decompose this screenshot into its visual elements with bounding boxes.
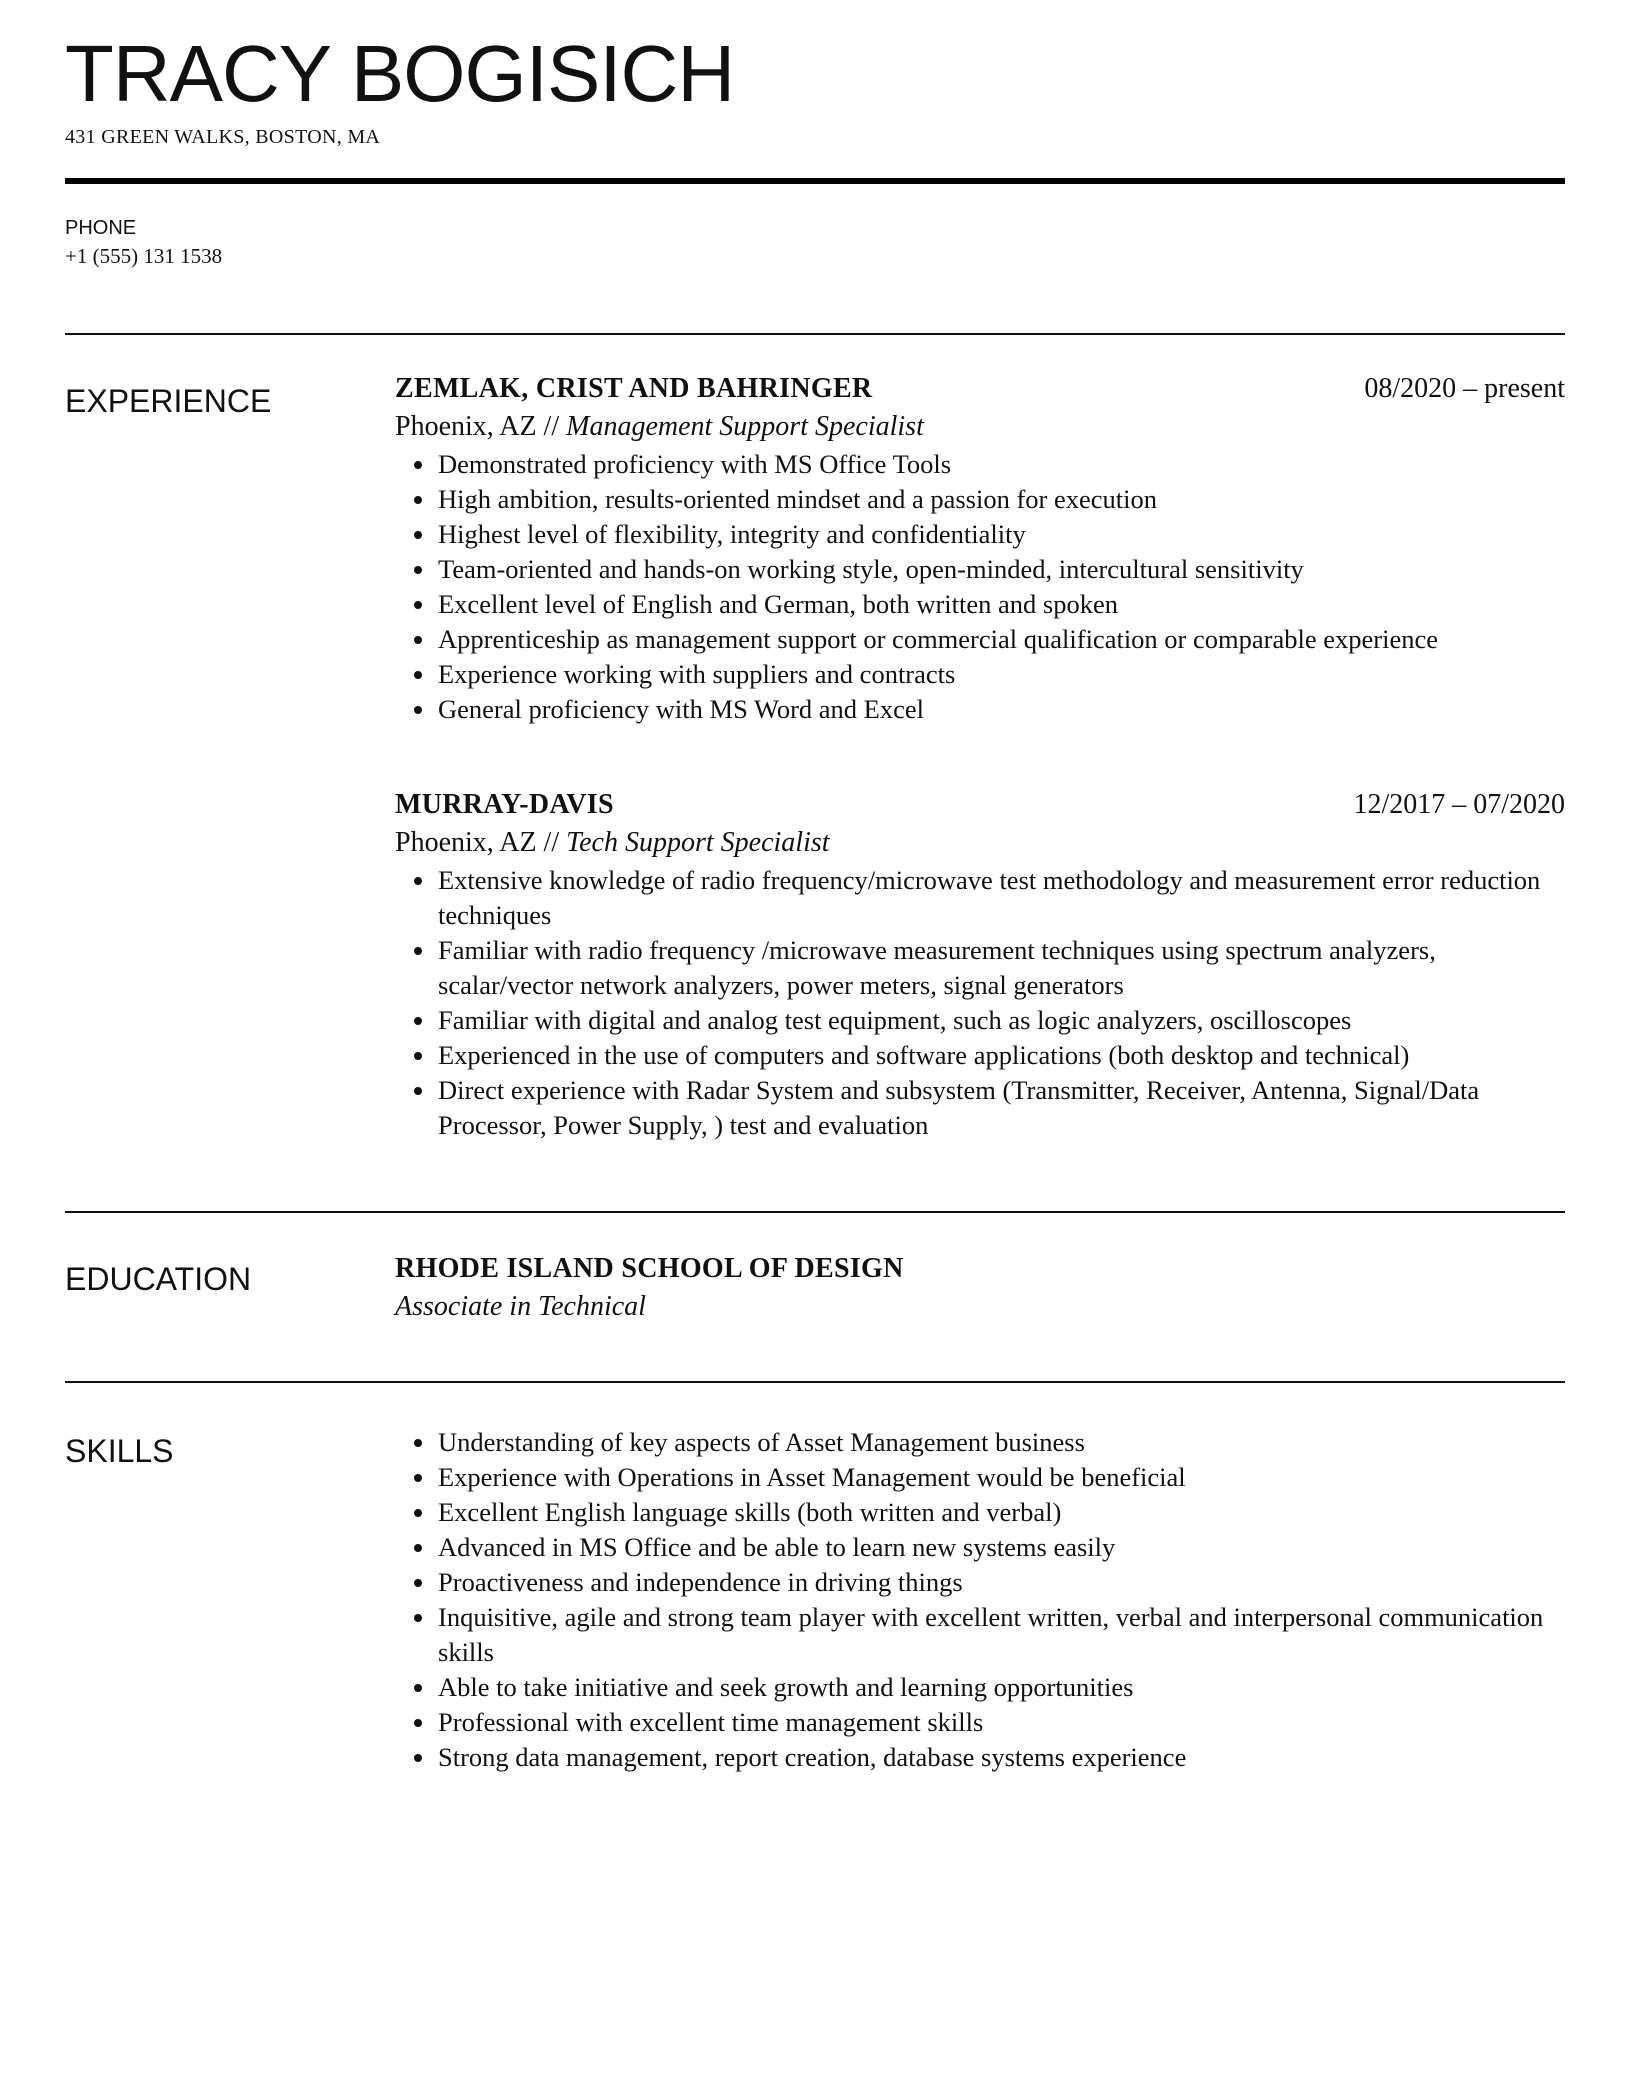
list-item: Direct experience with Radar System and subsystem (Transmitter, Receiver, Antenna, Signal/Data Processor, Power Supply, ) test and evaluation [438, 1073, 1565, 1143]
job-role: Tech Support Specialist [566, 827, 830, 858]
section-divider [65, 1381, 1565, 1383]
list-item: Highest level of flexibility, integrity and confidentiality [438, 517, 1565, 552]
list-item: Familiar with radio frequency /microwave measurement techniques using spectrum analyzers, scalar/vector network analyzers, power meters, signal generators [438, 933, 1565, 1003]
section-divider [65, 1211, 1565, 1213]
candidate-name: TRACY BOGISICH [65, 29, 735, 118]
phone-label: PHONE [65, 217, 137, 239]
skills-title: SKILLS [65, 1433, 174, 1469]
job-entry [395, 789, 1565, 1143]
list-item: Strong data management, report creation, database systems experience [438, 1740, 1565, 1775]
job-bullets [395, 863, 1565, 1143]
job-entry [395, 373, 1565, 727]
job-subline [395, 411, 1565, 443]
experience-body [395, 373, 1565, 1143]
education-body [395, 1253, 1565, 1323]
company-name: ZEMLAK, CRIST AND BAHRINGER [395, 373, 873, 404]
experience-section [65, 373, 1565, 1143]
list-item: Apprenticeship as management support or commercial qualification or comparable experience [438, 622, 1565, 657]
list-item: Inquisitive, agile and strong team player with excellent written, verbal and interpersonal communication skills [438, 1600, 1565, 1670]
list-item: Professional with excellent time management skills [438, 1705, 1565, 1740]
list-item: Experience with Operations in Asset Management would be beneficial [438, 1460, 1565, 1495]
list-item: Excellent English language skills (both written and verbal) [438, 1495, 1565, 1530]
job-location: Phoenix, AZ // [395, 827, 567, 858]
skills-section [65, 1427, 1565, 1775]
header-divider [65, 178, 1565, 184]
section-divider [65, 333, 1565, 335]
list-item: Demonstrated proficiency with MS Office Tools [438, 447, 1565, 482]
school-name: RHODE ISLAND SCHOOL OF DESIGN [395, 1253, 904, 1284]
list-item: Able to take initiative and seek growth and learning opportunities [438, 1670, 1565, 1705]
list-item: High ambition, results-oriented mindset and a passion for execution [438, 482, 1565, 517]
education-title: EDUCATION [65, 1261, 252, 1297]
skills-body [395, 1427, 1565, 1775]
experience-title: EXPERIENCE [65, 383, 272, 419]
list-item: Familiar with digital and analog test equipment, such as logic analyzers, oscilloscopes [438, 1003, 1565, 1038]
skills-list [395, 1425, 1565, 1775]
list-item: Experience working with suppliers and contracts [438, 657, 1565, 692]
candidate-address: 431 GREEN WALKS, BOSTON, MA [65, 126, 381, 148]
education-section [65, 1253, 1565, 1323]
list-item: Experienced in the use of computers and software applications (both desktop and technical) [438, 1038, 1565, 1073]
list-item: Team-oriented and hands-on working style, open-minded, intercultural sensitivity [438, 552, 1565, 587]
job-bullets [395, 447, 1565, 727]
resume-page [65, 0, 1565, 1775]
list-item: Extensive knowledge of radio frequency/microwave test methodology and measurement error reduction techniques [438, 863, 1565, 933]
job-subline [395, 827, 1565, 859]
degree: Associate in Technical [395, 1291, 646, 1322]
job-dates: 08/2020 – present [1364, 373, 1565, 404]
company-name: MURRAY-DAVIS [395, 789, 614, 820]
job-location: Phoenix, AZ // [395, 411, 567, 442]
phone-value: +1 (555) 131 1538 [65, 244, 223, 268]
list-item: Proactiveness and independence in driving things [438, 1565, 1565, 1600]
list-item: Understanding of key aspects of Asset Management business [438, 1425, 1565, 1460]
list-item: Advanced in MS Office and be able to learn new systems easily [438, 1530, 1565, 1565]
job-dates: 12/2017 – 07/2020 [1353, 789, 1565, 820]
job-role: Management Support Specialist [566, 411, 924, 442]
list-item: Excellent level of English and German, both written and spoken [438, 587, 1565, 622]
list-item: General proficiency with MS Word and Excel [438, 692, 1565, 727]
